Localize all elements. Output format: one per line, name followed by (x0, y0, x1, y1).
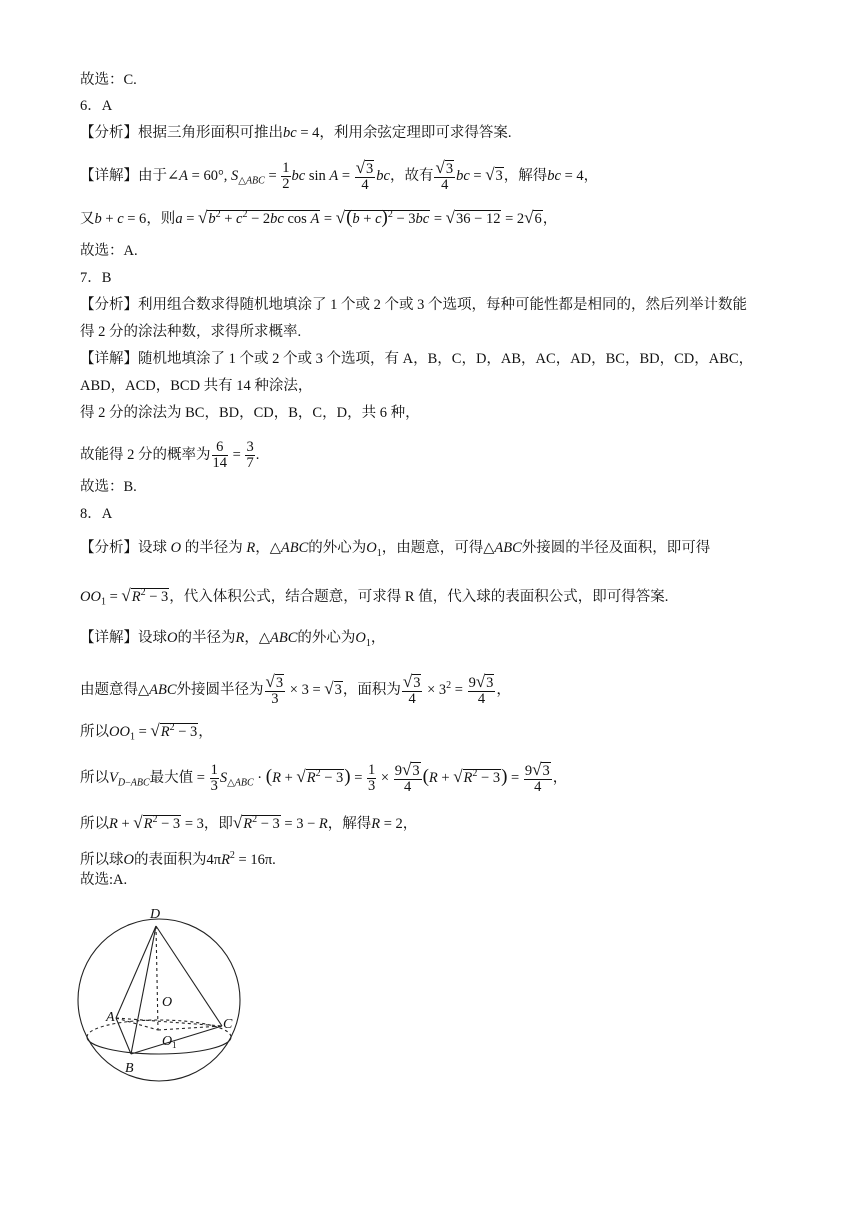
edge-da (116, 926, 156, 1018)
q8-detail: 【详解】设球O的半径为R，△ABC的外心为$O_1$， (80, 630, 386, 649)
label-o1: O (162, 1034, 173, 1049)
q6-number: 6．A (80, 98, 113, 114)
edge-ab (116, 1018, 131, 1054)
q6-answer: 故选：A. (80, 243, 138, 259)
q8-solve: 所以$R + √R^2 - 3 = 3$，即$√R^2 - 3 = 3 - R$，解得R = 2， (80, 812, 418, 832)
edge-ac (116, 1018, 222, 1026)
q6-detail: 【详解】由于∠A = 60°, $S_{\triangle ABC}$ = $\frac{1}{2}$ bc sin A = $\frac{√3}{4}$ bc，故有 $\frac{√3}{4}$ bc = √3，解得bc = 4， (80, 158, 599, 193)
q8-analysis-2: $OO_1 = √R^2 - 3$，代入体积公式，结合题意，可求得 R 值，代入球的表面积公式，即可得答案. (80, 585, 669, 608)
q6-cosine: 又b + c = 6，则$a = √b^2 + c^2 - 2bc$ $\cos A = √(b + c)^2 - 3bc = √36 - 12 = 2√6$， (80, 206, 558, 228)
label-d: D (150, 907, 161, 922)
label-b: B (125, 1061, 134, 1076)
q7-probability: 故能得 2 分的概率为 $\frac{6}{14}$ = $\frac{3}{7}$ . (80, 439, 260, 471)
q8-oo1: 所以$OO_1 = √R^2 - 3$， (80, 720, 213, 743)
q7-analysis: 【分析】利用组合数求得随机地填涂了 1 个或 2 个或 3 个选项，每种可能性都是相同的，然后列举计数能 (80, 297, 747, 313)
q7-detail-3: 得 2 分的涂法为 BC，BD，CD，B，C，D，共 6 种， (80, 405, 420, 421)
q8-analysis: 【分析】设球 O 的半径为 R，△ABC的外心为$O_1$，由题意，可得△ABC外接圆的半径及面积，即可得 (80, 540, 711, 559)
answer-prev: 故选：C. (80, 72, 137, 88)
label-a: A (106, 1010, 115, 1025)
q8-number: 8．A (80, 506, 113, 522)
label-o: O (162, 995, 173, 1010)
q7-detail-2: ABD，ACD，BCD 共有 14 种涂法， (80, 378, 313, 394)
q7-analysis-2: 得 2 分的涂法种数，求得所求概率. (80, 324, 302, 340)
label-c: C (223, 1017, 233, 1032)
q7-detail: 【详解】随机地填涂了 1 个或 2 个或 3 个选项，有 A，B，C，D，AB，AC，AD，BC，BD，CD，ABC， (80, 351, 754, 367)
edge-db (131, 926, 156, 1054)
q7-answer: 故选：B. (80, 479, 137, 495)
q8-answer: 故选:A. (80, 872, 128, 888)
q7-number: 7．B (80, 270, 112, 286)
q8-surface: 所以球O的表面积为$4\pi R^2 = 16\pi$. (80, 850, 276, 868)
q8-circumradius: 由题意得△ABC外接圆半径为 $\frac{√3}{3}$ × 3 = √3，面积为 $\frac{√3}{4}$ × $3^2$ = $\frac{9√3}{4}$ ， (80, 672, 511, 707)
edge-dc (156, 926, 222, 1026)
sphere-figure (74, 902, 254, 1082)
axis-do1 (156, 926, 158, 1030)
label-o1-sub: 1 (172, 1040, 177, 1050)
q8-volume: 所以$V_{D-ABC}$最大值 = $\frac{1}{3}$ $S_{\triangle ABC} \cdot (R + √R^2 - 3)$ = $\frac{1}{3}$ × $\frac{9√3}{4}$ $(R + √R^2 - 3)$ = $\frac{9√3}{4}$ ， (80, 760, 568, 795)
q6-analysis: 【分析】根据三角形面积可推出bc = 4，利用余弦定理即可求得答案. (80, 125, 512, 141)
sphere-outline (78, 919, 240, 1081)
